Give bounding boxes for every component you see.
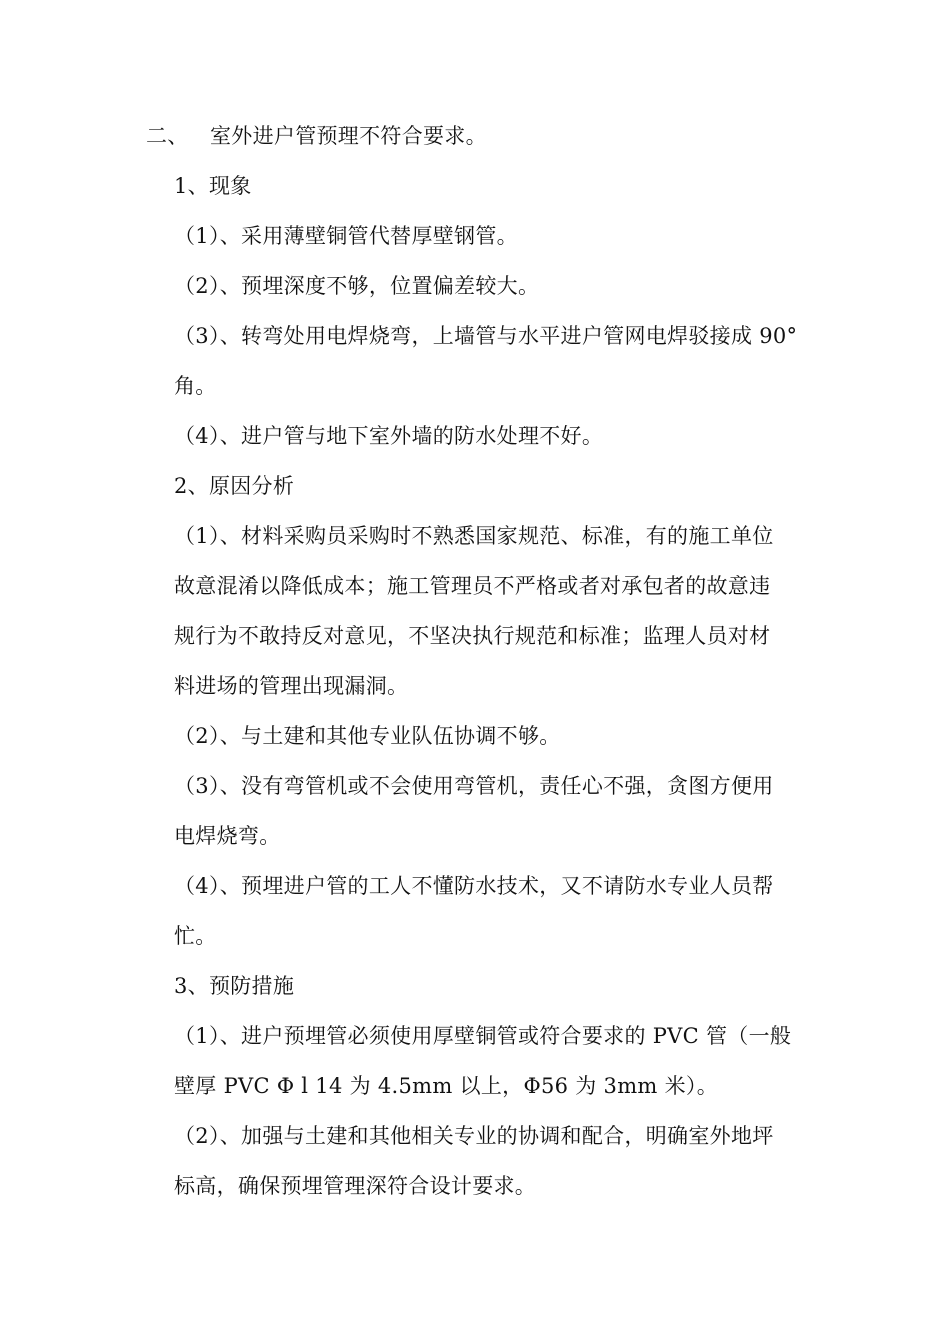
subheading-preventive-measures: 3、预防措施 (174, 974, 295, 998)
paragraph-line: （1）、材料采购员采购时不熟悉国家规范、标准，有的施工单位 (174, 524, 774, 548)
paragraph-line: 角。 (174, 374, 217, 398)
paragraph-line: （3）、转弯处用电焊烧弯，上墙管与水平进户管网电焊驳接成 90° (174, 324, 798, 348)
paragraph-line: 料进场的管理出现漏洞。 (174, 674, 409, 698)
paragraph-line: （2）、加强与土建和其他相关专业的协调和配合，明确室外地坪 (174, 1124, 774, 1148)
paragraph-line: 故意混淆以降低成本；施工管理员不严格或者对承包者的故意违 (174, 574, 771, 598)
paragraph-line: （2）、与土建和其他专业队伍协调不够。 (174, 724, 561, 748)
paragraph-line: （2）、预埋深度不够，位置偏差较大。 (174, 274, 540, 298)
section-number: 二、 (146, 124, 189, 148)
paragraph-line: 电焊烧弯。 (174, 824, 281, 848)
subheading-phenomenon: 1、现象 (174, 174, 252, 198)
paragraph-line: （4）、预埋进户管的工人不懂防水技术，又不请防水专业人员帮 (174, 874, 774, 898)
paragraph-line: 标高，确保预埋管理深符合设计要求。 (174, 1174, 537, 1198)
paragraph-line: 忙。 (174, 924, 217, 948)
paragraph-line: （4）、进户管与地下室外墙的防水处理不好。 (174, 424, 604, 448)
paragraph-line: 壁厚 PVC Φ l 14 为 4.5mm 以上，Φ56 为 3mm 米）。 (174, 1074, 719, 1098)
section-title: 室外进户管预理不符合要求。 (210, 124, 487, 148)
subheading-cause-analysis: 2、原因分析 (174, 474, 295, 498)
paragraph-line: （1）、采用薄壁铜管代替厚壁钢管。 (174, 224, 518, 248)
paragraph-line: （1）、进户预埋管必须使用厚壁铜管或符合要求的 PVC 管（一般 (174, 1024, 792, 1048)
paragraph-line: 规行为不敢持反对意见，不坚决执行规范和标准；监理人员对材 (174, 624, 771, 648)
paragraph-line: （3）、没有弯管机或不会使用弯管机，责任心不强，贪图方便用 (174, 774, 774, 798)
